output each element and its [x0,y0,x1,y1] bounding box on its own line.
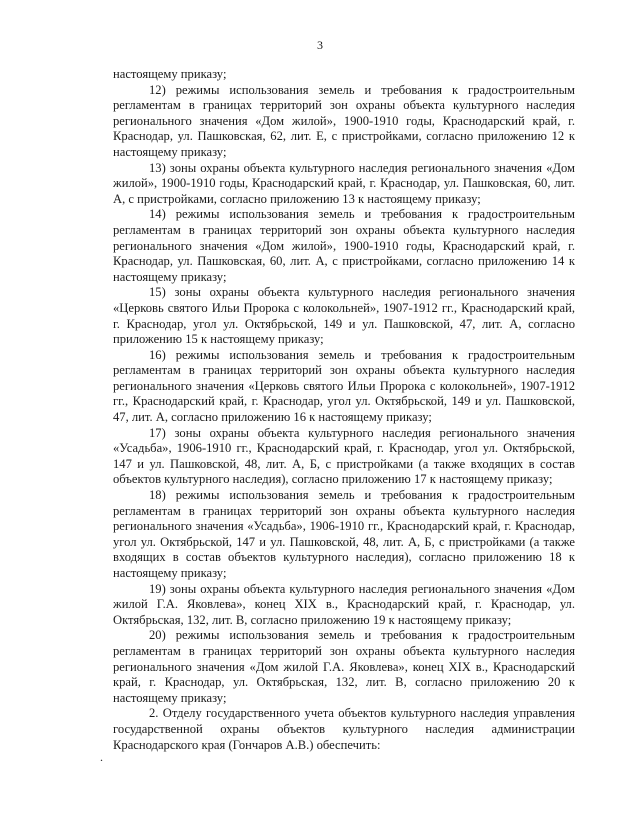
document-body [113,67,575,753]
paragraph-item-12: 12) режимы использования земель и требования к градостроительным регламентам в границах территорий зон охраны объекта культурного наследия регионального значения «Дом жилой», 1900-1910 годы, Краснодарский край, г. Краснодар, ул. Пашковская, 62, лит. Е, с пристройками, согласно приложению 12 к настоящему приказу; [113,82,575,159]
page-number: 3 [317,38,323,52]
paragraph-item-19: 19) зоны охраны объекта культурного наследия регионального значения «Дом жилой Г.А. Яковлева», конец XIX в., Краснодарский край, г. Краснодар, ул. Октябрьская, 132, лит. В, согласно приложению 19 к настоящему приказу; [113,581,575,627]
margin-mark: . [100,750,103,764]
paragraph-item-15: 15) зоны охраны объекта культурного наследия регионального значения «Церковь святого Ильи Пророка с колокольней», 1907-1912 гг., Краснодарский край, г. Краснодар, угол ул. Октябрьской, 149 и ул. Пашковской, 47, лит. А, согласно приложению 15 к настоящему приказу; [113,285,575,347]
paragraph-item-20: 20) режимы использования земель и требования к градостроительным регламентам в границах территорий зон охраны объекта культурного наследия регионального значения «Дом жилой Г.А. Яковлева», конец XIX в., Краснодарский край, г. Краснодар, ул. Октябрьская, 132, лит. В, согласно приложению 20 к настоящему приказу; [113,628,575,705]
paragraph-item-17: 17) зоны охраны объекта культурного наследия регионального значения «Усадьба», 1906-1910 гг., Краснодарский край, г. Краснодар, угол ул. Октябрьской, 147 и ул. Пашковской, 48, лит. А, Б, с пристройками (а также входящих в состав объектов культурного наследия), согласно приложению 17 к настоящему приказу; [113,425,575,487]
paragraph-item-13: 13) зоны охраны объекта культурного наследия регионального значения «Дом жилой», 1900-1910 годы, Краснодарский край, г. Краснодар, ул. Пашковская, 60, лит. А, с пристройками, согласно приложению 13 к настоящему приказу; [113,160,575,206]
paragraph-section-2: 2. Отделу государственного учета объектов культурного наследия управления государственной охраны объектов культурного наследия администрации Краснодарского края (Гончаров А.В.) обеспечить: [113,706,575,752]
paragraph-item-16: 16) режимы использования земель и требования к градостроительным регламентам в границах территорий зон охраны объекта культурного наследия регионального значения «Церковь святого Ильи Пророка с колокольней», 1907-1912 гг., Краснодарский край, г. Краснодар, угол ул. Октябрьской, 149 и ул. Пашковской, 47, лит. А, согласно приложению 16 к настоящему приказу; [113,347,575,425]
paragraph-item-14: 14) режимы использования земель и требования к градостроительным регламентам в границах территорий зон охраны объекта культурного наследия регионального значения «Дом жилой», 1900-1910 годы, Краснодарский край, г. Краснодар, ул. Пашковская, 60, лит. А, с пристройками, согласно приложению 14 к настоящему приказу; [113,207,575,284]
paragraph-item-18: 18) режимы использования земель и требования к градостроительным регламентам в границах территорий зон охраны объекта культурного наследия регионального значения «Усадьба», 1906-1910 гг., Краснодарский край, г. Краснодар, угол ул. Октябрьской, 147 и ул. Пашковской, 48, лит. А, Б, с пристройками (а также входящих в состав объектов культурного наследия), согласно приложению 18 к настоящему приказу; [113,488,575,580]
paragraph-continuation: настоящему приказу; [113,67,227,81]
